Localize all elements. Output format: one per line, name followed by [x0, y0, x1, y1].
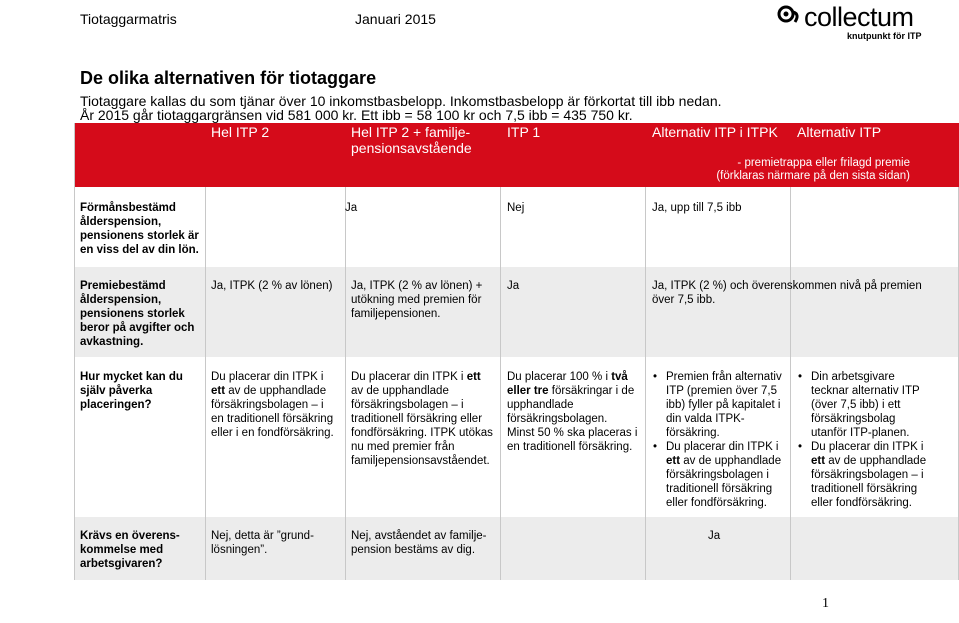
cell-text: försäkringar i de [548, 385, 635, 397]
cell-line: Minst 50 % ska placeras i [507, 427, 638, 439]
column-header-alt-itp-itpk: Alternativ ITP i ITPK [652, 124, 778, 140]
intro-text [80, 94, 722, 122]
cell-line: fondförsäkring. ITPK utökas [351, 427, 493, 439]
emphasis-text: ett [466, 371, 481, 383]
row-label-line: placeringen? [80, 399, 152, 411]
cell-text: av de upphandlade [680, 455, 782, 467]
cell-line: traditionell försäkring [666, 483, 773, 495]
row-label-line: själv påverka [80, 385, 153, 397]
cell-r4-alt: Ja [708, 530, 721, 542]
logo-tagline: knutpunkt för ITP [847, 31, 922, 41]
cell-line: försäkringsbolagen – i [351, 399, 464, 411]
column-divider [645, 187, 646, 580]
cell-r1-familjepension: Ja [345, 202, 358, 214]
column-divider [500, 187, 501, 580]
column-divider [74, 123, 75, 580]
cell-line: • Din arbetsgivare [811, 371, 895, 383]
row-label-line: arbetsgivaren? [80, 558, 163, 570]
table-row-overenskommelse [74, 517, 959, 580]
cell-r1-itp1: Nej [507, 202, 525, 214]
logo-wordmark: collectum [804, 2, 914, 32]
emphasis-text: ett [211, 385, 226, 397]
cell-line [666, 454, 788, 468]
subnote-line: - premietrappa eller frilagd premie [737, 157, 910, 169]
column-header-alt-itp: Alternativ ITP [797, 124, 882, 140]
column-divider [205, 187, 206, 580]
cell-line: Ja, ITPK (2 %) och överenskommen nivå på premien [652, 280, 922, 292]
cell-r2-itp1: Ja [507, 280, 520, 292]
page-title: De olika alternativen för tiotaggare [80, 68, 377, 88]
row-label-line: Krävs en överens- [80, 530, 180, 542]
row-label-line: beror på avgifter och [80, 322, 195, 334]
row-label-line: Förmånsbestämd [80, 202, 176, 214]
row-label-line: pensionens storlek [80, 308, 185, 320]
row-label-line: Premiebestämd [80, 280, 166, 292]
cell-line: försäkringsbolag [811, 413, 896, 425]
bullet-list [652, 370, 788, 510]
cell-line: • Premien från alternativ [666, 371, 782, 383]
cell-text: av de upphandlade [225, 385, 327, 397]
cell-line: traditionell försäkring [811, 483, 918, 495]
cell-line: • Du placerar din ITPK i [811, 441, 924, 453]
list-item [666, 440, 788, 510]
table-row-formansbestamd [74, 187, 959, 267]
column-header-hel-itp2: Hel ITP 2 [211, 124, 270, 140]
cell-line: försäkringsbolagen i [666, 469, 769, 481]
column-header-itp1: ITP 1 [507, 124, 541, 140]
cell-line [507, 370, 637, 384]
cell-r2-alt-itpk [652, 279, 922, 307]
column-header-subnote [650, 157, 910, 183]
cell-text: av de upphandlade [825, 455, 927, 467]
cell-line: familjepensionsavståendet. [351, 455, 490, 467]
row-label-line: en viss del av din lön. [80, 244, 199, 256]
cell-line: över 7,5 ibb. [652, 294, 716, 306]
cell-line: eller i en fondförsäkring. [211, 427, 334, 439]
cell-line: försäkring. [666, 427, 720, 439]
list-item [811, 440, 955, 510]
cell-line: Nej, detta är ”grund- [211, 530, 314, 542]
column-header-line: Hel ITP 2 + familje- [351, 124, 471, 140]
cell-line: en traditionell försäkring [211, 413, 334, 425]
cell-line: Ja, ITPK (2 % av lönen) + [351, 280, 483, 292]
cell-line: eller fondförsäkring. [666, 497, 767, 509]
cell-line [351, 370, 493, 384]
row-label-line: ålderspension, [80, 294, 162, 306]
cell-line [507, 384, 637, 398]
cell-line: upphandlade [507, 399, 574, 411]
cell-line: lösningen”. [211, 544, 268, 556]
emphasis-text: två [611, 371, 628, 383]
cell-r1-alt-itpk: Ja, upp till 7,5 ibb [652, 202, 742, 214]
column-divider [790, 187, 791, 580]
cell-line: din valda ITPK- [666, 413, 745, 425]
cell-line: familjepensionen. [351, 308, 441, 320]
intro-line: Tiotaggare kallas du som tjänar över 10 inkomstbasbelopp. Inkomstbasbelopp är förkortat till ibb nedan. [80, 93, 722, 109]
cell-line: Du placerar din ITPK i [211, 371, 324, 383]
cell-line: nu med premier från [351, 441, 455, 453]
collectum-logo-icon [776, 2, 806, 32]
cell-line: utanför ITP-planen. [811, 427, 910, 439]
row-label-premiebestamd [80, 279, 194, 349]
bullet-list [797, 370, 955, 510]
emphasis-text: ett [666, 455, 681, 467]
cell-line: traditionell försäkring eller [351, 413, 483, 425]
emphasis-text: eller tre [507, 385, 549, 397]
cell-r3-alt-itp [797, 370, 955, 510]
cell-r3-alt-itpk [652, 370, 788, 510]
cell-line [211, 384, 334, 398]
cell-r2-familjepension [351, 279, 482, 321]
row-label-placering [80, 370, 183, 412]
cell-line: ibb) fyller på kapitalet i [666, 399, 781, 411]
cell-line: eller fondförsäkring. [811, 497, 912, 509]
row-label-line: kommelse med [80, 544, 164, 556]
cell-r4-hel-itp2 [211, 529, 314, 557]
intro-line: År 2015 går tiotaggargränsen vid 581 000 kr. Ett ibb = 58 100 kr och 7,5 ibb = 435 750 kr. [80, 107, 633, 123]
collectum-logo [776, 0, 926, 42]
cell-line: av de upphandlade [351, 385, 449, 397]
cell-line: (över 7,5 ibb) i ett [811, 399, 901, 411]
cell-line: utökning med premien för [351, 294, 482, 306]
cell-line: ITP (premien över 7,5 [666, 385, 778, 397]
cell-r3-hel-itp2 [211, 370, 334, 440]
row-label-overenskommelse [80, 529, 180, 571]
cell-line: en traditionell försäkring. [507, 441, 633, 453]
cell-line [811, 454, 955, 468]
row-label-line: Hur mycket kan du [80, 371, 183, 383]
cell-r4-familjepension [351, 529, 487, 557]
column-header-line: pensionsavstående [351, 140, 472, 156]
cell-line: tecknar alternativ ITP [811, 385, 920, 397]
document-header-title: Tiotaggarmatris [80, 11, 177, 27]
column-divider [345, 187, 346, 580]
cell-line: försäkringsbolagen – i [211, 399, 324, 411]
row-label-line: pensionens storlek är [80, 230, 199, 242]
cell-r3-itp1 [507, 370, 637, 454]
row-label-formansbestamd [80, 201, 199, 257]
row-label-line: ålderspension, [80, 216, 162, 228]
column-header-familjepension [351, 124, 472, 156]
cell-line: • Du placerar din ITPK i [666, 441, 779, 453]
cell-r3-familjepension [351, 370, 493, 468]
cell-text: Du placerar din ITPK i [351, 371, 467, 383]
row-label-line: avkastning. [80, 336, 144, 348]
document-header-date: Januari 2015 [355, 11, 436, 27]
emphasis-text: ett [811, 455, 826, 467]
cell-line: Nej, avståendet av familje- [351, 530, 487, 542]
cell-line: försäkringsbolagen – i [811, 469, 924, 481]
list-item [811, 370, 955, 440]
page-number: 1 [822, 596, 829, 611]
cell-line: pension bestäms av dig. [351, 544, 476, 556]
cell-r2-hel-itp2: Ja, ITPK (2 % av lönen) [211, 280, 333, 292]
subnote-line: (förklaras närmare på den sista sidan) [716, 170, 910, 182]
list-item [666, 370, 788, 440]
cell-text: Du placerar 100 % i [507, 371, 612, 383]
cell-line: försäkringsbolagen. [507, 413, 608, 425]
